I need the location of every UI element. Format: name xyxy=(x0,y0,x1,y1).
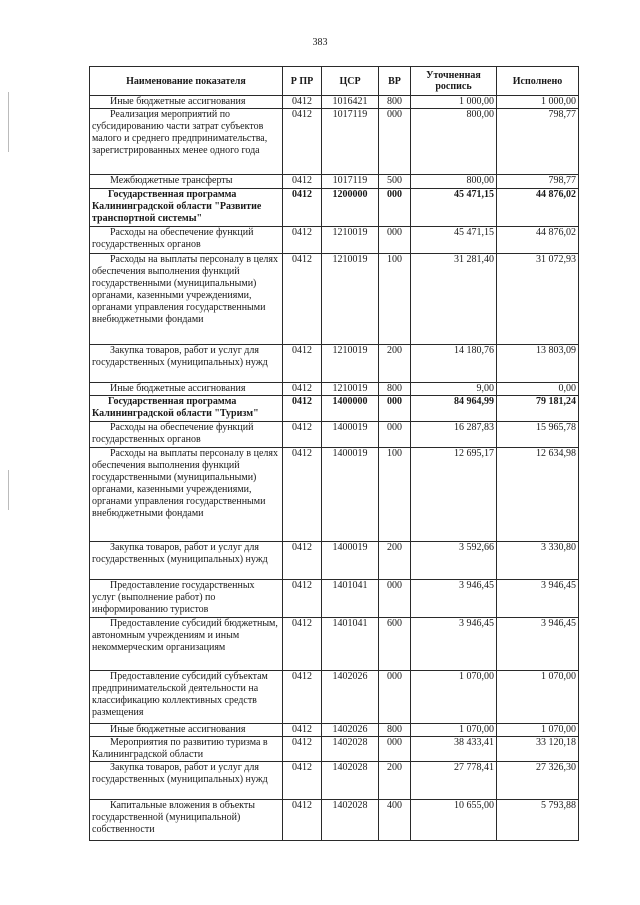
cell-plan: 9,00 xyxy=(411,383,497,396)
cell-plan: 1 070,00 xyxy=(411,724,497,737)
table-row xyxy=(90,448,579,542)
table-row xyxy=(90,254,579,345)
table-row xyxy=(90,618,579,671)
header-vr: ВР xyxy=(379,67,411,96)
cell-rpr: 0412 xyxy=(283,737,322,762)
table-row xyxy=(90,396,579,422)
cell-indicator-name: Реализация мероприятий по субсидированию части затрат субъектов малого и среднего предпринимательства, зарегистрированных менее одного года xyxy=(90,109,283,175)
cell-vr: 100 xyxy=(379,448,411,542)
cell-rpr: 0412 xyxy=(283,383,322,396)
cell-csr: 1210019 xyxy=(322,383,379,396)
scan-margin-mark xyxy=(8,470,9,510)
cell-executed: 3 946,45 xyxy=(497,580,579,618)
cell-executed: 44 876,02 xyxy=(497,227,579,254)
cell-executed: 798,77 xyxy=(497,109,579,175)
header-indicator-name: Наименование показателя xyxy=(90,67,283,96)
header-executed: Исполнено xyxy=(497,67,579,96)
cell-vr: 100 xyxy=(379,254,411,345)
cell-indicator-name: Иные бюджетные ассигнования xyxy=(90,724,283,737)
page-number: 383 xyxy=(312,37,328,48)
cell-plan: 45 471,15 xyxy=(411,189,497,227)
cell-csr: 1016421 xyxy=(322,96,379,109)
cell-executed: 0,00 xyxy=(497,383,579,396)
cell-rpr: 0412 xyxy=(283,724,322,737)
cell-executed: 13 803,09 xyxy=(497,345,579,383)
cell-executed: 15 965,78 xyxy=(497,422,579,448)
cell-indicator-name: Предоставление субсидий бюджетным, автономным учреждениям и иным некоммерческим организациям xyxy=(90,618,283,671)
cell-rpr: 0412 xyxy=(283,175,322,189)
cell-vr: 200 xyxy=(379,542,411,580)
table-row xyxy=(90,671,579,724)
cell-indicator-name: Иные бюджетные ассигнования xyxy=(90,383,283,396)
cell-executed: 31 072,93 xyxy=(497,254,579,345)
cell-plan: 1 000,00 xyxy=(411,96,497,109)
cell-indicator-name: Капитальные вложения в объекты государственной (муниципальной) собственности xyxy=(90,800,283,841)
cell-vr: 800 xyxy=(379,96,411,109)
cell-vr: 000 xyxy=(379,109,411,175)
cell-csr: 1401041 xyxy=(322,618,379,671)
cell-executed: 3 946,45 xyxy=(497,618,579,671)
table-row xyxy=(90,189,579,227)
cell-plan: 3 946,45 xyxy=(411,580,497,618)
table-row xyxy=(90,96,579,109)
cell-indicator-name: Расходы на выплаты персоналу в целях обеспечения выполнения функций государственными (муниципальными) органами, казенными учреждениями, органами управления государственными внебюджетными фондами xyxy=(90,254,283,345)
table-row xyxy=(90,227,579,254)
cell-vr: 200 xyxy=(379,762,411,800)
cell-plan: 16 287,83 xyxy=(411,422,497,448)
table-row xyxy=(90,345,579,383)
cell-csr: 1210019 xyxy=(322,345,379,383)
cell-rpr: 0412 xyxy=(283,448,322,542)
cell-executed: 79 181,24 xyxy=(497,396,579,422)
cell-vr: 000 xyxy=(379,580,411,618)
cell-csr: 1402028 xyxy=(322,762,379,800)
cell-indicator-name: Расходы на обеспечение функций государственных органов xyxy=(90,227,283,254)
cell-plan: 84 964,99 xyxy=(411,396,497,422)
table-row xyxy=(90,762,579,800)
cell-indicator-name: Иные бюджетные ассигнования xyxy=(90,96,283,109)
cell-vr: 000 xyxy=(379,671,411,724)
cell-indicator-name: Расходы на выплаты персоналу в целях обеспечения выполнения функций государственными (муниципальными) органами, казенными учреждениями, органами управления государственными внебюджетными фондами xyxy=(90,448,283,542)
cell-plan: 1 070,00 xyxy=(411,671,497,724)
cell-vr: 000 xyxy=(379,422,411,448)
cell-vr: 200 xyxy=(379,345,411,383)
cell-indicator-name: Государственная программа Калининградской области "Развитие транспортной системы" xyxy=(90,189,283,227)
cell-csr: 1401041 xyxy=(322,580,379,618)
table-row xyxy=(90,580,579,618)
cell-rpr: 0412 xyxy=(283,542,322,580)
cell-executed: 27 326,30 xyxy=(497,762,579,800)
cell-csr: 1210019 xyxy=(322,254,379,345)
table-row xyxy=(90,800,579,841)
header-rpr: Р ПР xyxy=(283,67,322,96)
cell-csr: 1402026 xyxy=(322,671,379,724)
table-row xyxy=(90,737,579,762)
cell-plan: 10 655,00 xyxy=(411,800,497,841)
cell-csr: 1017119 xyxy=(322,109,379,175)
table-row xyxy=(90,383,579,396)
cell-indicator-name: Государственная программа Калининградской области "Туризм" xyxy=(90,396,283,422)
cell-plan: 14 180,76 xyxy=(411,345,497,383)
cell-plan: 27 778,41 xyxy=(411,762,497,800)
cell-vr: 800 xyxy=(379,724,411,737)
cell-plan: 800,00 xyxy=(411,175,497,189)
cell-rpr: 0412 xyxy=(283,762,322,800)
cell-plan: 12 695,17 xyxy=(411,448,497,542)
cell-csr: 1402028 xyxy=(322,800,379,841)
cell-csr: 1400019 xyxy=(322,448,379,542)
cell-csr: 1402026 xyxy=(322,724,379,737)
cell-executed: 44 876,02 xyxy=(497,189,579,227)
cell-vr: 500 xyxy=(379,175,411,189)
scan-margin-mark xyxy=(8,92,9,152)
cell-rpr: 0412 xyxy=(283,345,322,383)
cell-plan: 38 433,41 xyxy=(411,737,497,762)
cell-rpr: 0412 xyxy=(283,189,322,227)
header-plan: Уточненная роспись xyxy=(411,67,497,96)
cell-vr: 400 xyxy=(379,800,411,841)
cell-csr: 1400019 xyxy=(322,542,379,580)
cell-executed: 3 330,80 xyxy=(497,542,579,580)
cell-csr: 1402028 xyxy=(322,737,379,762)
cell-rpr: 0412 xyxy=(283,422,322,448)
cell-vr: 000 xyxy=(379,227,411,254)
table-row xyxy=(90,724,579,737)
cell-rpr: 0412 xyxy=(283,671,322,724)
cell-indicator-name: Закупка товаров, работ и услуг для государственных (муниципальных) нужд xyxy=(90,345,283,383)
cell-indicator-name: Расходы на обеспечение функций государственных органов xyxy=(90,422,283,448)
cell-indicator-name: Предоставление государственных услуг (выполнение работ) по информированию туристов xyxy=(90,580,283,618)
cell-plan: 3 946,45 xyxy=(411,618,497,671)
table-row xyxy=(90,542,579,580)
cell-indicator-name: Закупка товаров, работ и услуг для государственных (муниципальных) нужд xyxy=(90,542,283,580)
cell-rpr: 0412 xyxy=(283,254,322,345)
header-csr: ЦСР xyxy=(322,67,379,96)
table-row xyxy=(90,109,579,175)
cell-rpr: 0412 xyxy=(283,800,322,841)
cell-indicator-name: Предоставление субсидий субъектам предпринимательской деятельности на классификацию коллективных средств размещения xyxy=(90,671,283,724)
cell-executed: 12 634,98 xyxy=(497,448,579,542)
cell-csr: 1400000 xyxy=(322,396,379,422)
cell-plan: 31 281,40 xyxy=(411,254,497,345)
cell-vr: 000 xyxy=(379,396,411,422)
cell-csr: 1210019 xyxy=(322,227,379,254)
cell-executed: 5 793,88 xyxy=(497,800,579,841)
cell-executed: 33 120,18 xyxy=(497,737,579,762)
cell-vr: 600 xyxy=(379,618,411,671)
cell-plan: 3 592,66 xyxy=(411,542,497,580)
cell-vr: 000 xyxy=(379,189,411,227)
table-row xyxy=(90,175,579,189)
cell-indicator-name: Межбюджетные трансферты xyxy=(90,175,283,189)
cell-rpr: 0412 xyxy=(283,618,322,671)
cell-plan: 800,00 xyxy=(411,109,497,175)
table-row xyxy=(90,422,579,448)
cell-vr: 800 xyxy=(379,383,411,396)
cell-rpr: 0412 xyxy=(283,580,322,618)
cell-rpr: 0412 xyxy=(283,96,322,109)
cell-plan: 45 471,15 xyxy=(411,227,497,254)
cell-executed: 798,77 xyxy=(497,175,579,189)
cell-vr: 000 xyxy=(379,737,411,762)
cell-rpr: 0412 xyxy=(283,396,322,422)
cell-rpr: 0412 xyxy=(283,109,322,175)
cell-csr: 1400019 xyxy=(322,422,379,448)
cell-executed: 1 070,00 xyxy=(497,671,579,724)
cell-csr: 1017119 xyxy=(322,175,379,189)
budget-execution-table xyxy=(89,66,579,841)
cell-indicator-name: Закупка товаров, работ и услуг для государственных (муниципальных) нужд xyxy=(90,762,283,800)
cell-rpr: 0412 xyxy=(283,227,322,254)
cell-executed: 1 070,00 xyxy=(497,724,579,737)
cell-executed: 1 000,00 xyxy=(497,96,579,109)
cell-csr: 1200000 xyxy=(322,189,379,227)
cell-indicator-name: Мероприятия по развитию туризма в Калининградской области xyxy=(90,737,283,762)
table-header-row xyxy=(90,67,579,96)
